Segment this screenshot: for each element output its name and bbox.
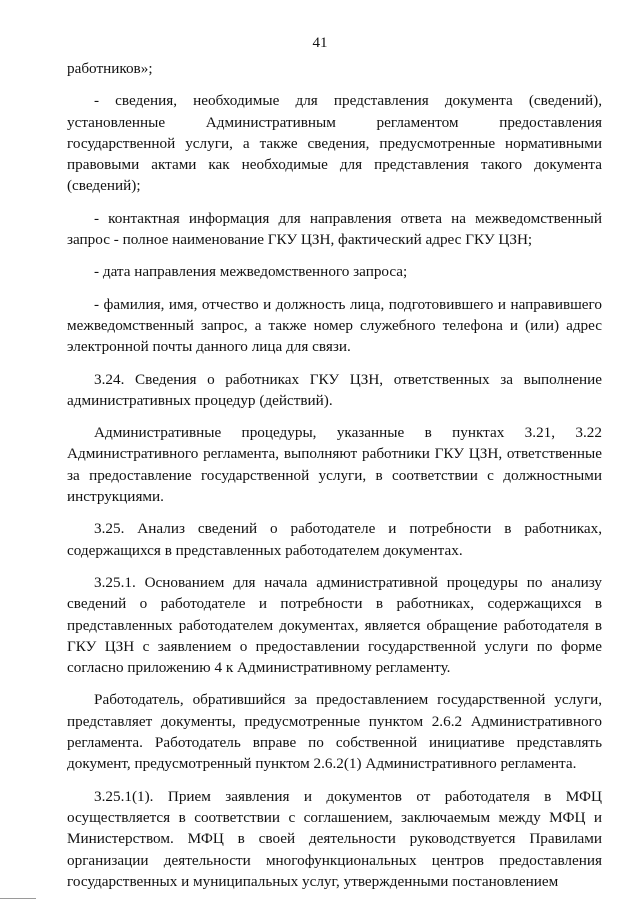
paragraph-procedures: Административные процедуры, указанные в пунктах 3.21, 3.22 Административного регламента, выполняют работники ГКУ ЦЗН, ответственные за предоставление государственной услуги, в соответствии с должностными инструкциями. — [67, 424, 602, 506]
page-number: 41 — [312, 35, 328, 51]
paragraph-continuation: работников»; — [67, 60, 153, 77]
paragraph-list-item-date: - дата направления межведомственного запроса; — [94, 263, 408, 281]
paragraph-section-3-25-1-1: 3.25.1(1). Прием заявления и документов от работодателя в МФЦ осуществляется в соответствии с соглашением, заключаемым между МФЦ и Министерством. МФЦ в своей деятельности руководствуется Правилами организации деятельности многофункциональных центров предоставления государственных и муниципальных услуг, утвержденными постановлением — [67, 787, 602, 890]
paragraph-section-3-24: 3.24. Сведения о работниках ГКУ ЦЗН, ответственных за выполнение административных процедур (действий). — [67, 370, 602, 409]
footer-divider — [0, 898, 36, 899]
paragraph-list-item-info: - сведения, необходимые для представления документа (сведений), установленные Административным регламентом предоставления государственной услуги, а также сведения, предусмотренные нормативными правовыми актами как необходимые для представления такого документа (сведений); — [67, 92, 602, 195]
paragraph-list-item-person: - фамилия, имя, отчество и должность лица, подготовившего и направившего межведомственный запрос, а также номер служебного телефона и (или) адрес электронной почты данного лица для связи. — [67, 295, 602, 356]
paragraph-section-3-25: 3.25. Анализ сведений о работодателе и потребности в работниках, содержащихся в представленных работодателем документах. — [67, 520, 602, 559]
document-body — [67, 58, 602, 892]
paragraph-employer-documents: Работодатель, обратившийся за предоставлением государственной услуги, представляет документы, предусмотренные пунктом 2.6.2 Административного регламента. Работодатель вправе по собственной инициативе представлять документ, предусмотренный пунктом 2.6.2(1) Административного регламента. — [67, 691, 602, 773]
paragraph-section-3-25-1: 3.25.1. Основанием для начала административной процедуры по анализу сведений о работодателе и потребности в работниках, содержащихся в представленных работодателем документах, является обращение работодателя в ГКУ ЦЗН с заявлением о предоставлении государственной услуги по форме согласно приложению 4 к Административному регламенту. — [67, 573, 602, 677]
paragraph-list-item-contact: - контактная информация для направления ответа на межведомственный запрос - полное наименование ГКУ ЦЗН, фактический адрес ГКУ ЦЗН; — [67, 209, 602, 249]
